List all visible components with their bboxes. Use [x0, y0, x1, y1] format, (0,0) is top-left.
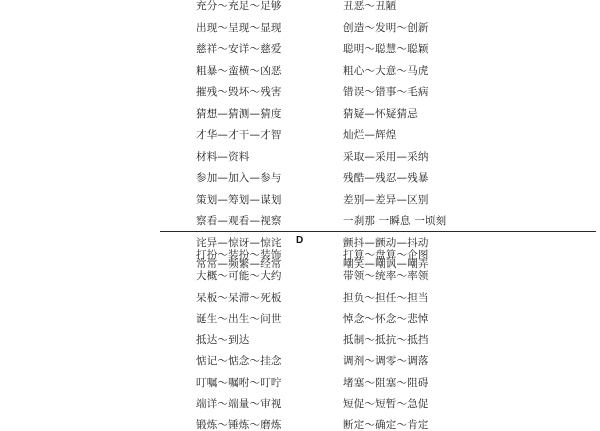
section-divider	[160, 231, 596, 232]
synonym-entry: 端详～端量～审视	[196, 398, 282, 411]
synonym-entry: 常常—频繁—经常	[196, 258, 282, 270]
synonym-entry: 察看—观看—视察	[196, 215, 282, 227]
synonym-entry: 大概～可能～大约	[196, 270, 282, 283]
synonym-entry: 抵制～抵抗～抵挡	[343, 334, 429, 347]
synonym-entry: 调剂～调零～调落	[343, 355, 429, 368]
synonym-entry: 猜疑—怀疑猜忌	[343, 107, 418, 120]
synonym-entry: 创造～发明～创新	[343, 21, 429, 34]
synonym-entry: 打扮～装扮～装饰	[196, 249, 282, 261]
synonym-entry: 摧残～毁坏～残害	[196, 86, 282, 98]
synonym-column-right	[343, 250, 429, 431]
synonym-entry: 丑恶～丑陋	[343, 0, 397, 12]
synonym-entry: 策划—筹划—谋划	[196, 193, 282, 206]
synonym-entry: 叮嘱～嘱咐～叮咛	[196, 376, 282, 389]
synonym-entry: 充分～充足～足够	[196, 0, 282, 12]
synonym-entry: 诧异—惊讶—惊诧	[196, 236, 282, 249]
synonym-entry: 采取—采用—采纳	[343, 150, 429, 163]
synonym-entry: 猜想—猜测—猜度	[196, 107, 282, 120]
synonym-entry: 一刹那 一瞬息 一顷刻	[343, 215, 447, 227]
section-letter-d: D	[296, 235, 304, 246]
synonym-entry: 材料—资料	[196, 150, 250, 163]
synonym-entry: 诞生～出生～问世	[196, 312, 282, 325]
synonym-entry: 灿烂—辉煌	[343, 129, 397, 141]
synonym-entry: 慈祥～安详～慈爱	[196, 43, 282, 55]
synonym-entry: 嘲笑—嘲讽—嘲弄	[343, 258, 429, 270]
synonym-entry: 打算～盘算～企图	[343, 249, 429, 261]
synonym-column-left	[196, 250, 282, 431]
synonym-entry: 差别—差异—区别	[343, 193, 429, 206]
synonym-column-right	[343, 1, 446, 270]
synonym-entry: 带领～统率～率领	[343, 270, 429, 283]
synonym-entry: 错误～错事～毛病	[343, 86, 429, 98]
synonym-entry: 颤抖—颤动—抖动	[343, 236, 429, 249]
synonym-entry: 锻炼～锤炼～磨炼	[196, 419, 282, 431]
synonym-entry: 悼念～怀念～悲悼	[343, 312, 429, 325]
synonym-entry: 断定～确定～肯定	[343, 419, 429, 431]
synonym-entry: 出现～呈现～显现	[196, 21, 282, 34]
synonym-column-left	[196, 1, 282, 270]
synonym-entry: 呆板～呆滞～死板	[196, 291, 282, 304]
synonym-entry: 抵达～到达	[196, 334, 250, 347]
synonym-entry: 残酷—残忍—残暴	[343, 172, 429, 184]
synonym-entry: 担负～担任～担当	[343, 291, 429, 304]
synonym-entry: 聪明～聪慧～聪颖	[343, 43, 429, 55]
synonym-entry: 粗心～大意～马虎	[343, 64, 429, 77]
synonym-entry: 才华—才干—才智	[196, 129, 282, 141]
synonym-entry: 粗暴～蛮横～凶恶	[196, 64, 282, 77]
synonym-entry: 参加—加入—参与	[196, 172, 282, 184]
synonym-entry: 短促～短暂～急促	[343, 398, 429, 411]
synonym-entry: 惦记～惦念～挂念	[196, 355, 282, 368]
synonym-entry: 堵塞～阻塞～阻碍	[343, 376, 429, 389]
